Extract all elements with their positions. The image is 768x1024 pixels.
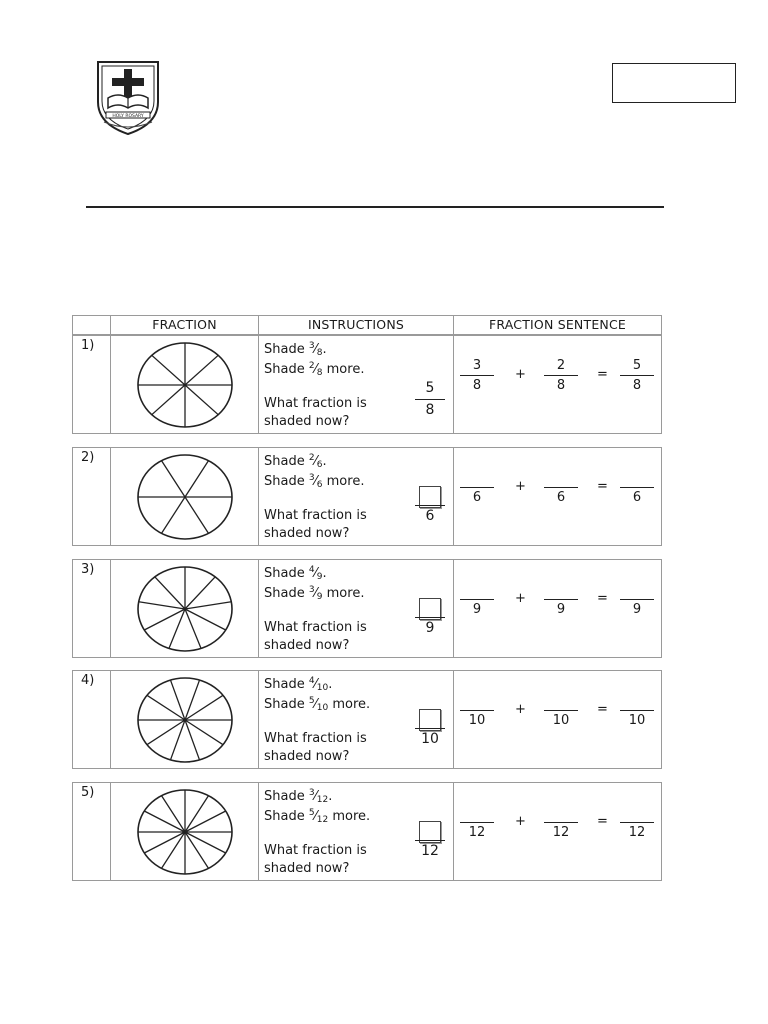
shade-fraction: $^4⁄_9$ <box>308 565 323 582</box>
fraction-cell <box>111 671 259 768</box>
term-a-denominator: 12 <box>468 825 486 840</box>
number-cell <box>73 560 111 657</box>
answer-fraction <box>415 827 445 860</box>
sentence-term-c <box>620 582 654 617</box>
fraction-circle[interactable] <box>135 452 235 542</box>
equals-sign: = <box>597 814 608 829</box>
shade-label: Shade <box>264 789 305 804</box>
fraction-bar <box>415 840 445 841</box>
plus-sign: + <box>515 814 526 829</box>
shade-instruction: Shade $^3⁄_{12}$. <box>264 788 333 805</box>
shade-numerator: 4 <box>308 676 315 686</box>
shade-instruction: Shade $^2⁄_6$. <box>264 453 327 470</box>
answer-fraction <box>415 492 445 525</box>
shade-more-instruction <box>264 470 364 493</box>
name-line <box>86 206 664 208</box>
equals-sign: = <box>597 367 608 382</box>
sentence-term-c <box>620 470 654 505</box>
more-fraction: $^3⁄_9$ <box>308 585 323 602</box>
question-number: 3) <box>81 562 95 577</box>
shade-label: Shade <box>264 677 305 692</box>
fraction-bar <box>620 375 654 376</box>
fraction-circle[interactable] <box>135 675 235 765</box>
fraction-bar <box>415 617 445 618</box>
header-fraction-sentence: FRACTION SENTENCE <box>488 317 626 332</box>
sentence-cell <box>454 336 661 433</box>
shade-numerator: 2 <box>308 453 315 463</box>
shade-more-instruction <box>264 358 364 381</box>
answer-numerator[interactable]: 5 <box>425 380 435 396</box>
sentence-term-b <box>544 693 578 728</box>
term-a-numerator[interactable] <box>460 693 494 708</box>
more-denominator: 8 <box>316 368 323 378</box>
term-c-denominator: 12 <box>628 825 646 840</box>
term-b-numerator[interactable] <box>544 805 578 820</box>
fraction-cell <box>111 336 259 433</box>
shade-fraction: $^2⁄_6$ <box>308 453 323 470</box>
shade-denominator: 12 <box>316 795 329 805</box>
fraction-bar <box>415 728 445 729</box>
fraction-bar <box>460 375 494 376</box>
more-fraction: $^5⁄_{10}$ <box>308 696 329 713</box>
sentence-term-c <box>620 358 654 393</box>
more-fraction: $^5⁄_{12}$ <box>308 808 329 825</box>
header-number <box>73 316 111 334</box>
term-b-numerator[interactable]: 2 <box>556 358 566 373</box>
question-line-2: shaded now? <box>264 414 350 429</box>
question-line-1: What fraction is <box>264 620 367 635</box>
term-c-denominator: 9 <box>632 602 642 617</box>
shade-label: Shade <box>264 454 305 469</box>
fraction-bar <box>544 822 578 823</box>
fraction-cell <box>111 783 259 880</box>
more-numerator: 5 <box>308 808 315 818</box>
table-row-2 <box>72 447 662 546</box>
more-label: more. <box>332 809 371 824</box>
question-number: 4) <box>81 673 95 688</box>
plus-sign: + <box>515 702 526 717</box>
sentence-cell <box>454 671 661 768</box>
shade-label: Shade <box>264 474 305 489</box>
fraction-bar <box>544 375 578 376</box>
table-row-1 <box>72 335 662 434</box>
number-cell <box>73 448 111 545</box>
answer-denominator: 12 <box>421 843 439 859</box>
question-line-2: shaded now? <box>264 638 350 653</box>
instructions-cell <box>259 560 454 657</box>
sentence-term-a <box>460 470 494 505</box>
more-fraction: $^3⁄_6$ <box>308 473 323 490</box>
fraction-bar <box>544 599 578 600</box>
instructions-cell <box>259 448 454 545</box>
shade-label: Shade <box>264 586 305 601</box>
term-a-numerator[interactable] <box>460 470 494 485</box>
table-header <box>72 315 662 335</box>
plus-sign: + <box>515 367 526 382</box>
term-a-denominator: 6 <box>472 490 482 505</box>
sentence-term-c <box>620 693 654 728</box>
shade-instruction: Shade $^4⁄_9$. <box>264 565 327 582</box>
sentence-term-b <box>544 358 578 393</box>
table-row-4 <box>72 670 662 769</box>
fraction-bar <box>544 487 578 488</box>
shade-denominator: 8 <box>316 348 323 358</box>
answer-denominator: 8 <box>425 402 435 418</box>
question-number: 5) <box>81 785 95 800</box>
answer-numerator[interactable] <box>415 821 445 838</box>
fraction-bar <box>415 399 445 400</box>
term-c-denominator: 10 <box>628 713 646 728</box>
sentence-term-b <box>544 582 578 617</box>
more-numerator: 3 <box>308 473 315 483</box>
question-number: 1) <box>81 338 95 353</box>
answer-fraction <box>415 380 445 419</box>
term-b-denominator: 12 <box>552 825 570 840</box>
shade-more-instruction <box>264 805 370 828</box>
more-denominator: 10 <box>316 703 329 713</box>
question-line-1: What fraction is <box>264 731 367 746</box>
term-b-numerator[interactable] <box>544 470 578 485</box>
answer-numerator[interactable] <box>415 486 445 503</box>
answer-fraction <box>415 604 445 637</box>
more-denominator: 9 <box>316 592 323 602</box>
score-box[interactable] <box>612 63 736 103</box>
header-instructions: INSTRUCTIONS <box>259 316 454 334</box>
equals-sign: = <box>597 479 608 494</box>
table-row-5 <box>72 782 662 881</box>
shade-denominator: 9 <box>316 572 323 582</box>
term-c-numerator[interactable] <box>620 470 654 485</box>
fraction-circle[interactable] <box>135 564 235 654</box>
more-label: more. <box>326 362 365 377</box>
shade-fraction: $^3⁄_{12}$ <box>308 788 329 805</box>
fraction-cell <box>111 560 259 657</box>
shade-more-instruction <box>264 582 364 605</box>
table-row-3 <box>72 559 662 658</box>
question-line-2: shaded now? <box>264 526 350 541</box>
question-line-2: shaded now? <box>264 749 350 764</box>
fraction-bar <box>460 710 494 711</box>
equals-sign: = <box>597 591 608 606</box>
term-c-numerator[interactable]: 5 <box>632 358 642 373</box>
fraction-bar <box>620 710 654 711</box>
logo-motto: HOLY ROSARY <box>112 114 144 119</box>
instructions-cell <box>259 671 454 768</box>
shade-more-instruction <box>264 693 370 716</box>
term-c-numerator[interactable] <box>620 582 654 597</box>
question-line-1: What fraction is <box>264 396 367 411</box>
question-number: 2) <box>81 450 95 465</box>
shade-denominator: 6 <box>316 460 323 470</box>
shade-label: Shade <box>264 566 305 581</box>
sentence-term-a <box>460 358 494 393</box>
term-b-numerator[interactable] <box>544 693 578 708</box>
term-a-denominator: 9 <box>472 602 482 617</box>
more-label: more. <box>332 697 371 712</box>
question-line-2: shaded now? <box>264 861 350 876</box>
fraction-bar <box>620 822 654 823</box>
shade-fraction: $^3⁄_8$ <box>308 341 323 358</box>
fraction-circle[interactable] <box>135 340 235 430</box>
term-b-denominator: 9 <box>556 602 566 617</box>
shade-label: Shade <box>264 342 305 357</box>
fraction-bar <box>620 487 654 488</box>
answer-fraction <box>415 715 445 748</box>
shade-instruction: Shade $^3⁄_8$. <box>264 341 327 358</box>
fraction-circle[interactable] <box>135 787 235 877</box>
more-denominator: 6 <box>316 480 323 490</box>
more-numerator: 3 <box>308 585 315 595</box>
fraction-bar <box>544 710 578 711</box>
shade-label: Shade <box>264 809 305 824</box>
fraction-bar <box>620 599 654 600</box>
number-cell <box>73 671 111 768</box>
more-numerator: 2 <box>308 361 315 371</box>
shade-numerator: 4 <box>308 565 315 575</box>
sentence-term-c <box>620 805 654 840</box>
sentence-cell <box>454 560 661 657</box>
more-numerator: 5 <box>308 696 315 706</box>
sentence-term-b <box>544 805 578 840</box>
sentence-cell <box>454 448 661 545</box>
term-b-denominator: 6 <box>556 490 566 505</box>
term-b-denominator: 8 <box>556 378 566 393</box>
plus-sign: + <box>515 591 526 606</box>
question-line-1: What fraction is <box>264 508 367 523</box>
term-c-numerator[interactable] <box>620 693 654 708</box>
answer-numerator[interactable] <box>415 709 445 726</box>
more-denominator: 12 <box>316 815 329 825</box>
shade-instruction: Shade $^4⁄_{10}$. <box>264 676 333 693</box>
header-fraction: FRACTION <box>111 316 259 334</box>
number-cell <box>73 783 111 880</box>
fraction-cell <box>111 448 259 545</box>
term-a-denominator: 8 <box>472 378 482 393</box>
shade-label: Shade <box>264 697 305 712</box>
shade-numerator: 3 <box>308 341 315 351</box>
answer-numerator[interactable] <box>415 598 445 615</box>
fraction-bar <box>460 822 494 823</box>
fraction-bar <box>460 599 494 600</box>
sentence-term-a <box>460 805 494 840</box>
fraction-bar <box>415 505 445 506</box>
term-a-denominator: 10 <box>468 713 486 728</box>
term-a-numerator[interactable] <box>460 805 494 820</box>
sentence-cell <box>454 783 661 880</box>
term-a-numerator[interactable] <box>460 582 494 597</box>
term-c-denominator: 6 <box>632 490 642 505</box>
more-fraction: $^2⁄_8$ <box>308 361 323 378</box>
plus-sign: + <box>515 479 526 494</box>
sentence-term-a <box>460 582 494 617</box>
number-cell <box>73 336 111 433</box>
answer-denominator: 9 <box>425 620 435 636</box>
more-label: more. <box>326 474 365 489</box>
equals-sign: = <box>597 702 608 717</box>
sentence-term-a <box>460 693 494 728</box>
sentence-term-b <box>544 470 578 505</box>
shade-fraction: $^4⁄_{10}$ <box>308 676 329 693</box>
answer-denominator: 6 <box>425 508 435 524</box>
shade-numerator: 3 <box>308 788 315 798</box>
term-b-numerator[interactable] <box>544 582 578 597</box>
instructions-cell <box>259 783 454 880</box>
shade-label: Shade <box>264 362 305 377</box>
term-c-denominator: 8 <box>632 378 642 393</box>
term-c-numerator[interactable] <box>620 805 654 820</box>
school-crest-icon <box>94 58 162 136</box>
instructions-cell <box>259 336 454 433</box>
fraction-bar <box>460 487 494 488</box>
more-label: more. <box>326 586 365 601</box>
answer-denominator: 10 <box>421 731 439 747</box>
shade-denominator: 10 <box>316 683 329 693</box>
term-a-numerator[interactable]: 3 <box>472 358 482 373</box>
question-line-1: What fraction is <box>264 843 367 858</box>
term-b-denominator: 10 <box>552 713 570 728</box>
